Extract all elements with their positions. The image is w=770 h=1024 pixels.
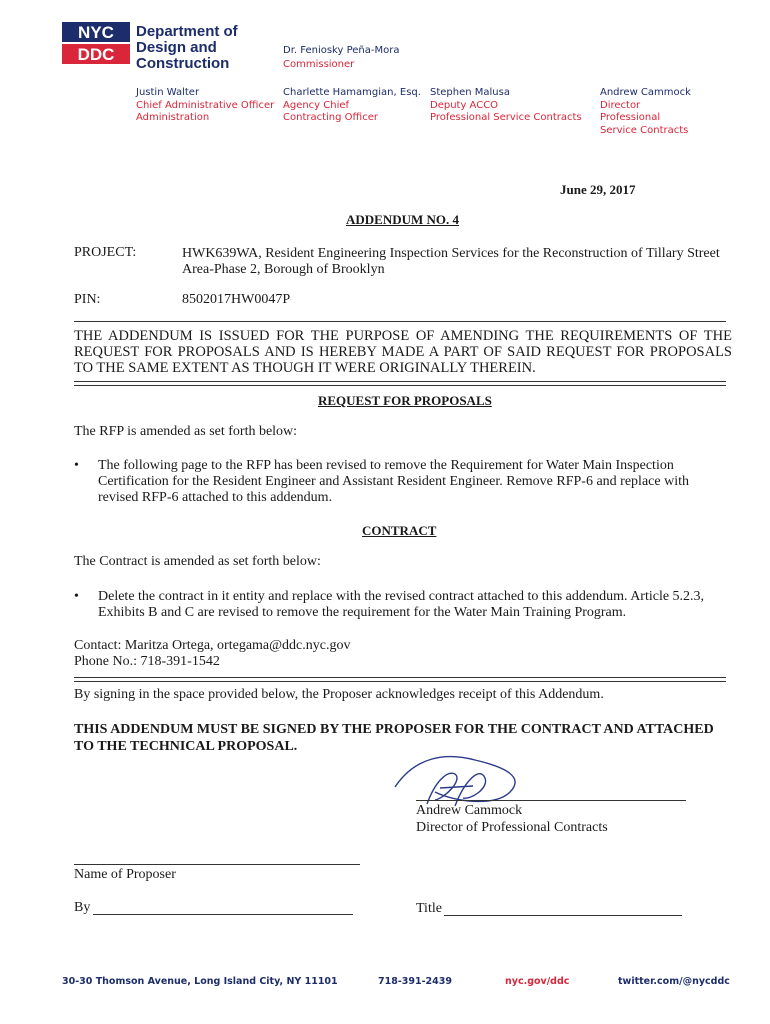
signer-name: Andrew Cammock [416, 803, 523, 818]
title-label: Title [416, 901, 442, 916]
contact-line: Contact: Maritza Ortega, ortegama@ddc.nyc.gov [74, 638, 351, 653]
by-label: By [74, 900, 91, 915]
footer-website-link[interactable]: nyc.gov/ddc [505, 976, 570, 987]
staff-justin-walter: Justin Walter Chief Administrative Officer Administration [136, 87, 275, 123]
footer-address: 30-30 Thomson Avenue, Long Island City, NY 11101 [62, 976, 338, 987]
pin-label: PIN: [74, 292, 101, 307]
purpose-statement: THE ADDENDUM IS ISSUED FOR THE PURPOSE OF AMENDING THE REQUIREMENTS OF THE REQUEST FOR PROPOSALS AND IS HEREBY MADE A PART OF SAID REQUEST FOR PROPOSALS TO THE SAME EXTENT AS THOUGH IT WERE ORIGINALLY THEREIN. [74, 328, 732, 376]
title-signature-line[interactable] [444, 915, 682, 916]
addendum-title: ADDENDUM NO. 4 [346, 212, 460, 227]
pin-value: 8502017HW0047P [182, 292, 291, 307]
svg-text:DDC: DDC [77, 45, 115, 64]
rfp-intro: The RFP is amended as set forth below: [74, 424, 298, 439]
signer-title: Director of Professional Contracts [416, 820, 608, 835]
contract-heading: CONTRACT [362, 523, 437, 538]
staff-andrew-cammock: Andrew Cammock Director Professional Service Contracts [600, 87, 691, 136]
name-of-proposer-label: Name of Proposer [74, 867, 176, 882]
project-value: HWK639WA, Resident Engineering Inspection Services for the Reconstruction of Tillary Street Area-Phase 2, Borough of Brooklyn [182, 246, 720, 277]
phone-line: Phone No.: 718-391-1542 [74, 654, 220, 669]
nyc-ddc-logo [62, 22, 130, 66]
staff-stephen-malusa: Stephen Malusa Deputy ACCO Professional Service Contracts [430, 87, 582, 123]
signature-requirement: THIS ADDENDUM MUST BE SIGNED BY THE PROPOSER FOR THE CONTRACT AND ATTACHED TO THE TECHNICAL PROPOSAL. [74, 722, 714, 754]
department-name: Department of Design and Construction [136, 23, 238, 72]
divider [74, 321, 726, 325]
bullet-icon: • [74, 458, 79, 473]
bullet-icon: • [74, 589, 79, 604]
footer-twitter-link[interactable]: twitter.com/@nycddc [618, 976, 730, 987]
document-date: June 29, 2017 [560, 182, 636, 197]
project-label: PROJECT: [74, 245, 137, 260]
svg-text:NYC: NYC [78, 23, 114, 42]
divider [74, 381, 726, 386]
signature-line [416, 800, 686, 801]
divider [74, 677, 726, 682]
acknowledge-text: By signing in the space provided below, the Proposer acknowledges receipt of this Addendum. [74, 687, 604, 702]
footer-phone: 718-391-2439 [378, 976, 452, 987]
staff-charlette-hamamgian: Charlette Hamamgian, Esq. Agency Chief Contracting Officer [283, 87, 421, 123]
proposer-name-line[interactable] [74, 864, 360, 865]
contract-intro: The Contract is amended as set forth below: [74, 554, 321, 569]
by-signature-line[interactable] [93, 914, 353, 915]
rfp-heading: REQUEST FOR PROPOSALS [318, 393, 492, 408]
commissioner-block: Dr. Feniosky Peña-Mora Commissioner [283, 45, 400, 70]
